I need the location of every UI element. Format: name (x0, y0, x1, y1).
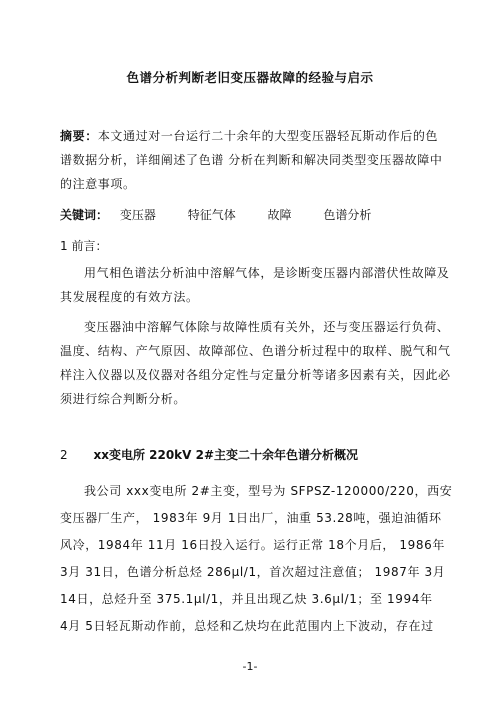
keywords (60, 206, 371, 223)
keyword-item: 特征气体 (187, 208, 236, 222)
section2-heading (60, 446, 358, 463)
keywords-label: 关键词： (60, 208, 109, 222)
paragraph-line: 温度、结构、产气原因、故障部位、色谱分析过程中的取样、脱气和气 (60, 344, 451, 358)
paragraph-line: 我公司 xxx变电所 2#主变，型号为 SFPSZ-120000/220，西安 (84, 484, 453, 498)
section2-paragraph (60, 478, 452, 640)
document-title: 色谱分析判断老旧变压器故障的经验与启示 (126, 70, 374, 85)
paragraph-line: 4月 5日轻瓦斯动作前，总烃和乙炔均在此范围内上下波动，存在过 (60, 619, 434, 633)
keyword-item: 变压器 (119, 208, 156, 222)
keyword-item: 故障 (267, 208, 292, 222)
abstract-line-3: 的注意事项。 (60, 177, 136, 191)
paragraph-line: 须进行综合判断分析。 (60, 392, 187, 406)
abstract-label: 摘要： (60, 129, 98, 143)
section2-number: 2 (60, 448, 68, 462)
paragraph-line: 样注入仪器以及仪器对各组分定性与定量分析等诸多因素有关，因此必 (60, 368, 451, 382)
paragraph-line: 用气相色谱法分析油中溶解气体，是诊断变压器内部潜伏性故障及 (84, 266, 450, 280)
paragraph-line: 3月 31日，色谱分析总烃 286μl/1，首次超过注意值； 1987年 3月 (60, 565, 446, 579)
page-number: -1- (242, 660, 258, 673)
keyword-item: 色谱分析 (323, 208, 372, 222)
section1-paragraph-2 (60, 315, 451, 411)
paragraph-line: 14日，总烃升至 375.1μl/1，并且出现乙炔 3.6μl/1；至 1994年 (60, 592, 433, 606)
section1-heading: 1 前言： (60, 239, 108, 253)
paragraph-line: 其发展程度的有效方法。 (60, 290, 199, 304)
paragraph-line: 变压器厂生产， 1983年 9月 1日出厂，油重 53.28吨，强迫油循环 (60, 511, 442, 525)
abstract (60, 124, 442, 196)
paragraph-line: 变压器油中溶解气体除与故障性质有关外，还与变压器运行负荷、 (84, 320, 450, 334)
section2-title: xx变电所 220kV 2#主变二十余年色谱分析概况 (93, 448, 359, 462)
paragraph-line: 风冷，1984年 11月 16日投入运行。运行正常 18个月后， 1986年 (60, 538, 445, 552)
section1-paragraph-1 (60, 261, 449, 309)
abstract-line-1: 摘要：本文通过对一台运行二十余年的大型变压器轻瓦斯动作后的色 (60, 129, 439, 143)
abstract-line-2: 谱数据分析，详细阐述了色谱 分析在判断和解决同类型变压器故障中 (60, 153, 443, 167)
